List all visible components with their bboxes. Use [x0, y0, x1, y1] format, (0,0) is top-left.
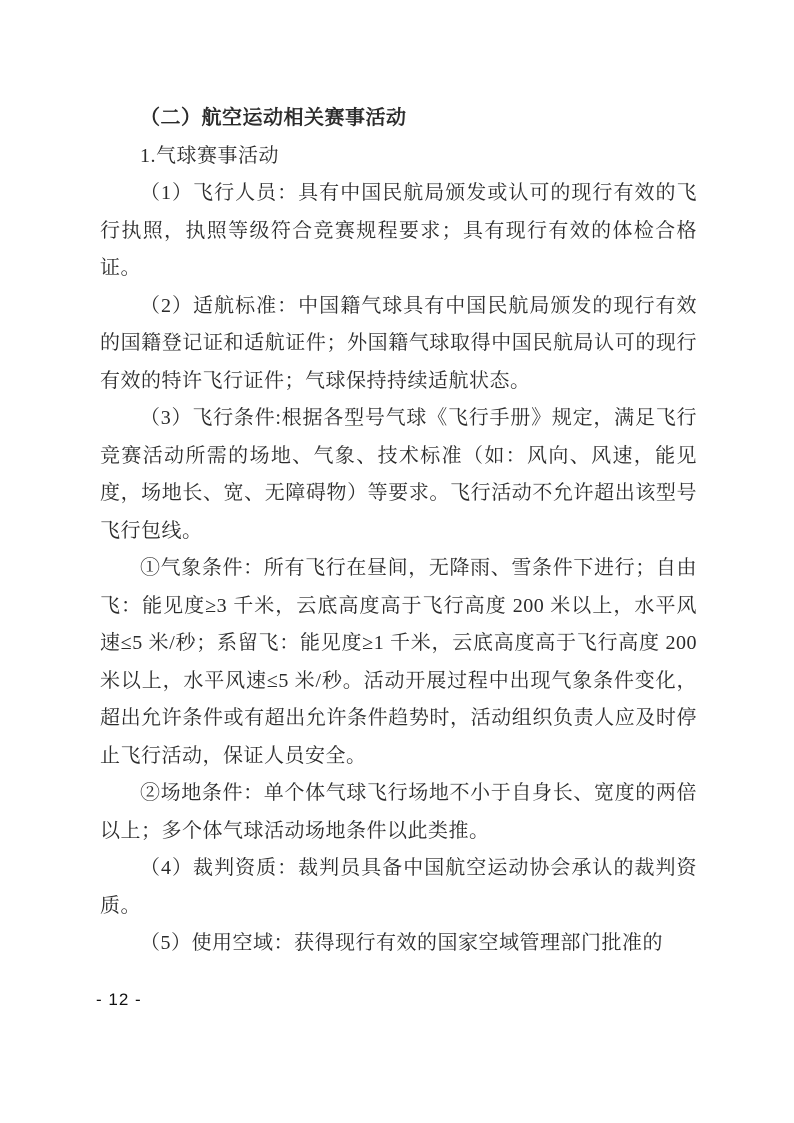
paragraph-airspace-use: （5）使用空域：获得现行有效的国家空域管理部门批准的 [140, 932, 663, 954]
paragraph-weather-conditions: ①气象条件：所有飞行在昼间，无降雨、雪条件下进行；自由飞：能见度≥3 千米，云底高度高于飞行高度 200 米以上，水平风速≤5 米/秒；系留飞：能见度≥1 千米，云底高度高于飞行高度 200 米以上，水平风速≤5 米/秒。活动开展过程中出现气象条件变化，超出允许条件或有超出允许条件趋势时，活动组织负责人应及时停止飞行活动，保证人员安全。 [100, 557, 697, 767]
paragraph-flight-personnel: （1）飞行人员：具有中国民航局颁发或认可的现行有效的飞行执照，执照等级符合竞赛规程要求；具有现行有效的体检合格证。 [100, 182, 697, 279]
paragraph-site-conditions: ②场地条件：单个体气球飞行场地不小于自身长、宽度的两倍以上；多个体气球活动场地条件以此类推。 [100, 782, 697, 842]
page-number: - 12 - [96, 990, 142, 1009]
subsection-heading: 1.气球赛事活动 [140, 144, 279, 167]
section-heading: （二）航空运动相关赛事活动 [140, 107, 407, 129]
document-body [100, 100, 697, 963]
paragraph-airworthiness-standard: （2）适航标准：中国籍气球具有中国民航局颁发的现行有效的国籍登记证和适航证件；外国籍气球取得中国民航局认可的现行有效的特许飞行证件；气球保持持续适航状态。 [100, 294, 697, 392]
paragraph-flight-conditions: （3）飞行条件:根据各型号气球《飞行手册》规定，满足飞行竞赛活动所需的场地、气象、技术标准（如：风向、风速，能见度，场地长、宽、无障碍物）等要求。飞行活动不允许超出该型号飞行包线。 [100, 407, 697, 542]
paragraph-referee-qualification: （4）裁判资质：裁判员具备中国航空运动协会承认的裁判资质。 [100, 857, 697, 917]
